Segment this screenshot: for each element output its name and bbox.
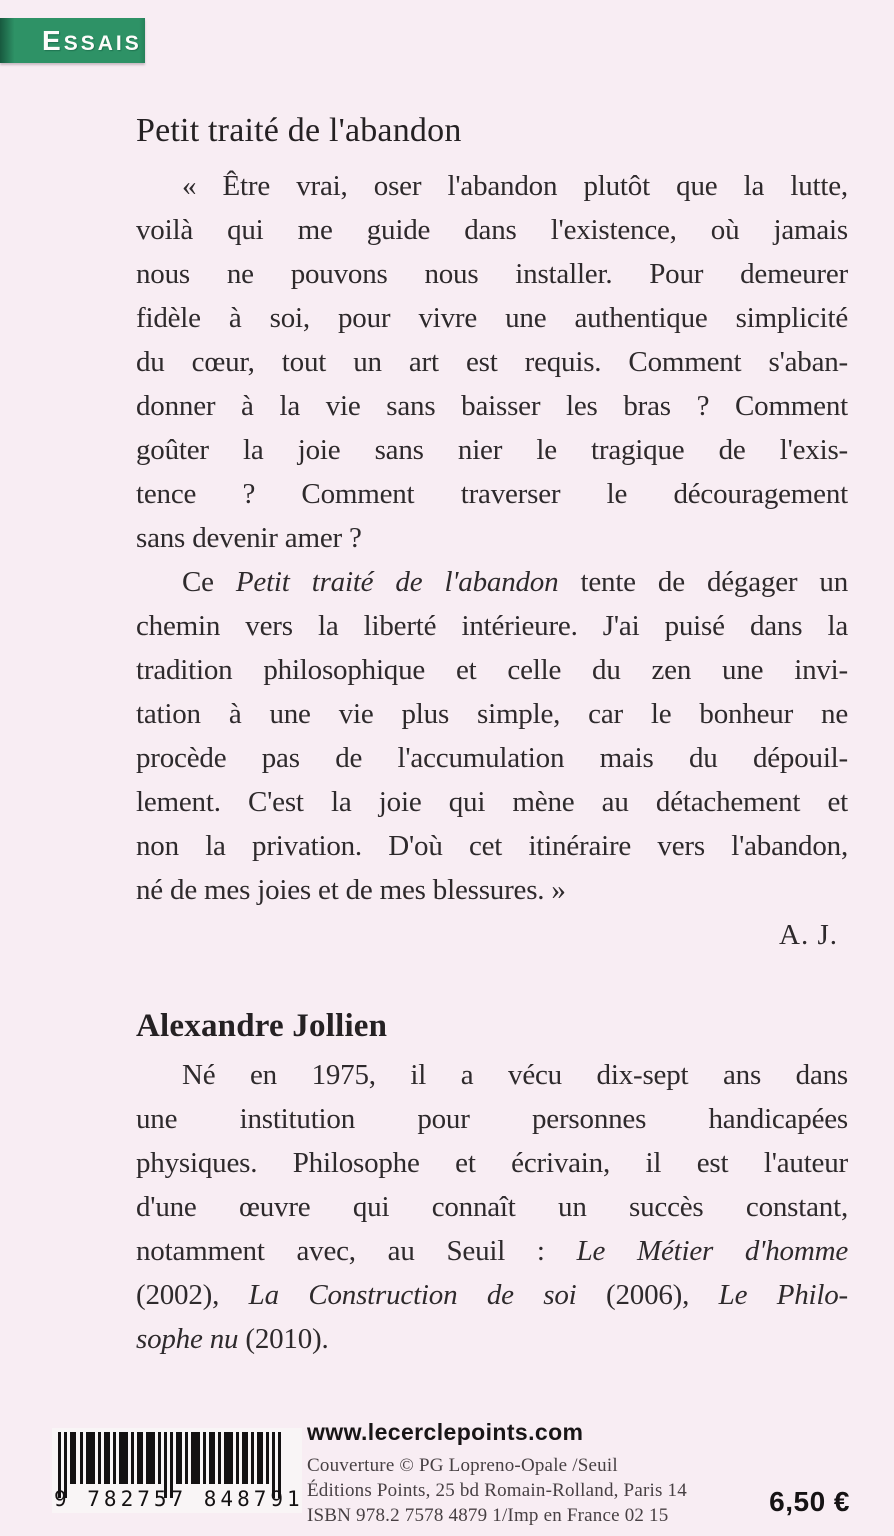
quote-line bbox=[136, 560, 848, 604]
text-run: Ce bbox=[182, 566, 236, 598]
cover-credit: Couverture © PG Lopreno-Opale /Seuil bbox=[307, 1455, 618, 1476]
bio-line bbox=[136, 1229, 848, 1273]
bio-line bbox=[136, 1317, 848, 1361]
text-run: Né en 1975, il a vécu dix-sept ans dans bbox=[182, 1059, 848, 1091]
quote-line bbox=[136, 340, 848, 384]
text-run: (2010). bbox=[238, 1323, 329, 1355]
quote-line bbox=[136, 692, 848, 736]
quote-line bbox=[136, 384, 848, 428]
publisher-address: Éditions Points, 25 bd Romain-Rolland, Paris 14 bbox=[307, 1480, 687, 1501]
text-run: donner à la vie sans baisser les bras ? Comment bbox=[136, 390, 848, 422]
quote-line bbox=[136, 824, 848, 868]
text-run: (2002), bbox=[136, 1279, 249, 1311]
text-run: tradition philosophique et celle du zen une invi- bbox=[136, 654, 848, 686]
text-run-italic: Petit traité de l'abandon bbox=[235, 566, 559, 598]
text-run: d'une œuvre qui connaît un succès constant, bbox=[136, 1191, 848, 1223]
barcode-digits: 9 782757 848791 bbox=[54, 1487, 304, 1511]
bio-line bbox=[136, 1053, 848, 1097]
quote-line bbox=[136, 296, 848, 340]
collection-badge bbox=[0, 18, 145, 63]
collection-badge-label: ESSAIS bbox=[42, 24, 142, 56]
text-run-italic: Le Métier d'homme bbox=[576, 1235, 848, 1267]
text-run: « Être vrai, oser l'abandon plutôt que la lutte, bbox=[182, 170, 848, 202]
text-run: non la privation. D'où cet itinéraire vers l'abandon, bbox=[136, 830, 848, 862]
quote-line bbox=[136, 648, 848, 692]
text-run: voilà qui me guide dans l'existence, où jamais bbox=[136, 214, 848, 246]
text-run: chemin vers la liberté intérieure. J'ai puisé dans la bbox=[136, 610, 848, 642]
text-run: nous ne pouvons nous installer. Pour demeurer bbox=[136, 258, 848, 290]
quote-line bbox=[136, 868, 848, 912]
text-run: une institution pour personnes handicapées bbox=[136, 1103, 848, 1135]
text-run: fidèle à soi, pour vivre une authentique simplicité bbox=[136, 302, 848, 334]
text-run: du cœur, tout un art est requis. Comment s'aban- bbox=[136, 346, 848, 378]
text-run: sans devenir amer ? bbox=[136, 522, 362, 554]
author-name: Alexandre Jollien bbox=[136, 1008, 388, 1044]
text-run: tation à une vie plus simple, car le bonheur ne bbox=[136, 698, 848, 730]
bio-line bbox=[136, 1273, 848, 1317]
quote-line bbox=[136, 516, 848, 560]
quote-line bbox=[136, 736, 848, 780]
price: 6,50 € bbox=[769, 1486, 850, 1517]
quote-line bbox=[136, 472, 848, 516]
text-run: lement. C'est la joie qui mène au détachement et bbox=[136, 786, 848, 818]
text-run: né de mes joies et de mes blessures. » bbox=[136, 874, 566, 906]
text-run: procède pas de l'accumulation mais du dépouil- bbox=[136, 742, 848, 774]
text-run: notamment avec, au Seuil : bbox=[136, 1235, 577, 1267]
quote-line bbox=[136, 252, 848, 296]
quote-paragraph-2 bbox=[136, 560, 848, 912]
bio-line bbox=[136, 1141, 848, 1185]
isbn-line: ISBN 978.2 7578 4879 1/Imp en France 02 15 bbox=[307, 1505, 669, 1526]
text-run: goûter la joie sans nier le tragique de l'exis- bbox=[136, 434, 848, 466]
quote-line bbox=[136, 428, 848, 472]
author-bio bbox=[136, 1053, 848, 1361]
back-cover-text bbox=[136, 112, 848, 1361]
quote-line bbox=[136, 208, 848, 252]
quote-line bbox=[136, 604, 848, 648]
publisher-website: www.lecerclepoints.com bbox=[307, 1419, 584, 1445]
text-run: tente de dégager un bbox=[558, 566, 848, 598]
bio-line bbox=[136, 1097, 848, 1141]
quote-line bbox=[136, 164, 848, 208]
book-title: Petit traité de l'abandon bbox=[136, 112, 462, 149]
quote-attribution: A. J. bbox=[779, 919, 838, 951]
text-run-italic: La Construction de soi bbox=[248, 1279, 577, 1311]
quote-line bbox=[136, 780, 848, 824]
barcode bbox=[52, 1428, 302, 1513]
quote-paragraph-1 bbox=[136, 164, 848, 560]
publisher-block bbox=[307, 1419, 737, 1528]
text-run: (2006), bbox=[576, 1279, 719, 1311]
text-run: physiques. Philosophe et écrivain, il est l'auteur bbox=[136, 1147, 848, 1179]
text-run-italic: sophe nu bbox=[136, 1323, 239, 1355]
text-run-italic: Le Philo- bbox=[718, 1279, 849, 1311]
bio-line bbox=[136, 1185, 848, 1229]
text-run: tence ? Comment traverser le découragement bbox=[136, 478, 848, 510]
